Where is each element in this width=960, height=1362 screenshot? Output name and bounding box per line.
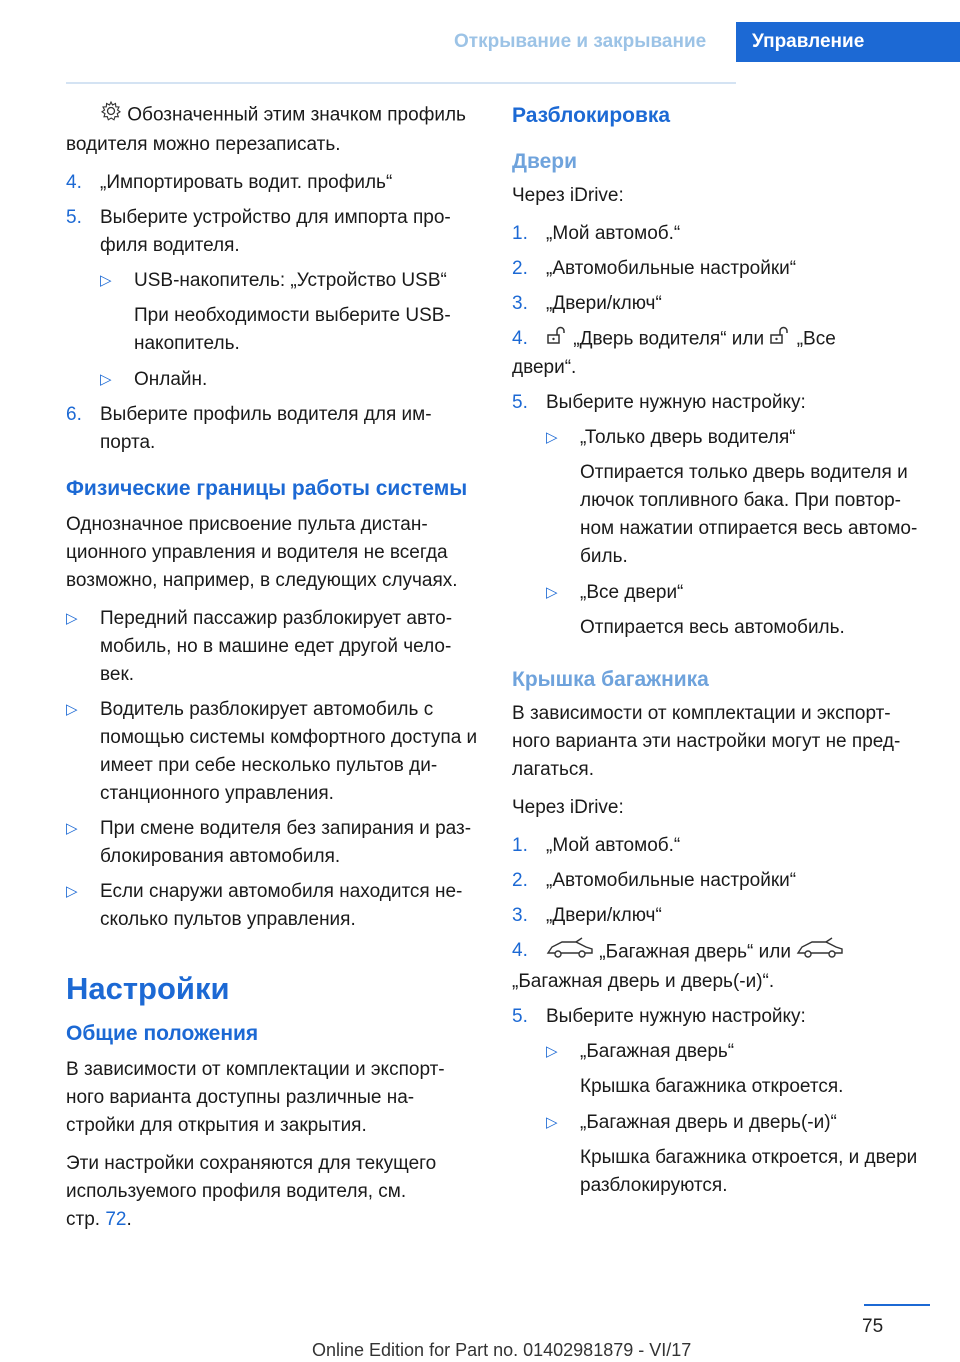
edition-footer: Online Edition for Part no. 01402981879 - VI/17	[312, 1340, 692, 1360]
option-text: „Багажная дверь и дверь(-и)“	[580, 1112, 837, 1133]
trunk-option	[546, 1038, 928, 1066]
step-text: Выберите нужную настройку:	[546, 1006, 806, 1027]
step-text: „Дверь водителя“ или	[573, 328, 765, 350]
door-step-2	[512, 255, 928, 283]
limit-item	[66, 696, 480, 808]
step-text: Выберите устройство для импорта про-филя водителя.	[100, 207, 451, 256]
step-number: 3.	[512, 905, 528, 926]
page-ref-prefix: стр.	[66, 1209, 101, 1230]
step-4	[66, 169, 480, 197]
limit-text: Передний пассажир разблокирует авто-мобиль, но в машине едет другой чело-век.	[100, 608, 453, 685]
trunk-step-5	[512, 1003, 928, 1031]
step-text: „Импортировать водит. профиль“	[100, 172, 393, 193]
option-online	[100, 366, 480, 394]
step-6	[66, 401, 480, 457]
option-text: „Багажная дверь“	[580, 1041, 735, 1062]
car-trunk-doors-icon	[796, 937, 844, 968]
triangle-bullet-icon: ▷	[546, 429, 558, 446]
intro-line-2: водителя можно перезаписать.	[66, 134, 341, 155]
page-number: 75	[862, 1316, 884, 1337]
step-5-options	[100, 267, 480, 394]
triangle-bullet-icon: ▷	[66, 701, 78, 718]
limits-text: Однозначное присвоение пульта дистан-ционного управления и водителя не всегда возможно, например, в следующих случаях.	[66, 514, 458, 591]
unlock-all-doors-icon	[769, 325, 791, 354]
step-number: 2.	[512, 258, 528, 279]
section-title: Открывание и закрывание	[454, 31, 707, 52]
step-text: „Автомобильные настройки“	[546, 258, 797, 279]
trunk-option	[546, 1109, 928, 1137]
triangle-bullet-icon: ▷	[100, 371, 112, 388]
door-step-4	[512, 325, 928, 382]
step-text: „Мой автомоб.“	[546, 835, 681, 856]
door-step-3	[512, 290, 928, 318]
option-text: „Только дверь водителя“	[580, 427, 796, 448]
step-text: „Багажная дверь“ или	[599, 941, 791, 963]
limit-text: Если снаружи автомобиля находится не-сколько пультов управления.	[100, 881, 463, 930]
option-description: Отпирается весь автомобиль.	[580, 617, 845, 638]
heading-general: Общие положения	[66, 1022, 259, 1045]
header-rule	[66, 82, 736, 84]
option-text: Онлайн.	[134, 369, 208, 390]
step-number: 4.	[512, 940, 528, 961]
step-text: Выберите нужную настройку:	[546, 392, 806, 413]
option-description: Крышка багажника откроется, и двери разблокируются.	[580, 1147, 918, 1196]
general-text-2-body: Эти настройки сохраняются для текущего используемого профиля водителя, см.	[66, 1153, 437, 1202]
option-text: USB-накопитель: „Устройство USB“	[134, 270, 447, 291]
step-text: „Все	[796, 328, 836, 350]
step-number: 6.	[66, 404, 82, 425]
door-options	[546, 424, 928, 642]
triangle-bullet-icon: ▷	[66, 820, 78, 837]
trunk-step-3	[512, 902, 928, 930]
step-text: „Автомобильные настройки“	[546, 870, 797, 891]
option-usb	[100, 267, 480, 295]
trunk-text: В зависимости от комплектации и экспорт-ного варианта эти настройки могут не пред-лагаться.	[512, 703, 901, 780]
triangle-bullet-icon: ▷	[66, 610, 78, 627]
unlock-driver-door-icon	[546, 325, 568, 354]
step-number: 3.	[512, 293, 528, 314]
page-ref-end: .	[126, 1209, 132, 1230]
intro-note	[66, 100, 480, 159]
general-text-2	[66, 1150, 480, 1234]
step-number: 1.	[512, 223, 528, 244]
page-ref-link[interactable]: 72	[105, 1209, 127, 1230]
triangle-bullet-icon: ▷	[66, 883, 78, 900]
step-number: 1.	[512, 835, 528, 856]
door-step-5	[512, 389, 928, 417]
via-idrive-2: Через iDrive:	[512, 797, 624, 818]
step-number: 5.	[66, 207, 82, 228]
option-description: Крышка багажника откроется.	[580, 1076, 844, 1097]
heading-settings: Настройки	[66, 971, 230, 1006]
limit-item	[66, 815, 480, 871]
heading-trunk: Крышка багажника	[512, 668, 709, 691]
option-text: „Все двери“	[580, 582, 684, 603]
door-step-1	[512, 220, 928, 248]
triangle-bullet-icon: ▷	[100, 272, 112, 289]
car-trunk-icon	[546, 937, 594, 968]
trunk-step-1	[512, 832, 928, 860]
trunk-options	[546, 1038, 928, 1200]
step-number: 2.	[512, 870, 528, 891]
step-text: „Мой автомоб.“	[546, 223, 681, 244]
limit-item	[66, 605, 480, 689]
triangle-bullet-icon: ▷	[546, 1043, 558, 1060]
step-number: 4.	[512, 328, 528, 349]
page-header	[0, 22, 960, 62]
trunk-step-4	[512, 937, 928, 996]
gear-icon	[100, 100, 122, 131]
option-description: Отпирается только дверь водителя и лючок топливного бака. При повтор-ном нажатии отпирается весь автомо-биль.	[580, 462, 918, 567]
footer-rule	[864, 1304, 930, 1306]
intro-line-1: Обозначенный этим значком профиль	[127, 104, 466, 126]
limit-item	[66, 878, 480, 934]
step-number: 5.	[512, 392, 528, 413]
door-option	[546, 579, 928, 607]
triangle-bullet-icon: ▷	[546, 584, 558, 601]
step-text: „Багажная дверь и дверь(-и)“.	[512, 971, 775, 992]
heading-system-limits: Физические границы работы системы	[66, 477, 468, 500]
left-column	[66, 100, 480, 1244]
step-text: двери“.	[512, 357, 577, 378]
step-text: Выберите профиль водителя для им-порта.	[100, 404, 432, 453]
step-text: „Двери/ключ“	[546, 293, 662, 314]
step-5	[66, 204, 480, 260]
door-option	[546, 424, 928, 452]
heading-doors: Двери	[512, 150, 578, 173]
limit-text: При смене водителя без запирания и раз-блокирования автомобиля.	[100, 818, 472, 867]
right-column	[512, 100, 928, 1208]
trunk-step-2	[512, 867, 928, 895]
step-text: „Двери/ключ“	[546, 905, 662, 926]
triangle-bullet-icon: ▷	[546, 1114, 558, 1131]
step-number: 5.	[512, 1006, 528, 1027]
step-number: 4.	[66, 172, 82, 193]
via-idrive: Через iDrive:	[512, 185, 624, 206]
heading-unlock: Разблокировка	[512, 104, 671, 127]
general-text-1: В зависимости от комплектации и экспорт-ного варианта доступны различные на-стройки для открытия и закрытия.	[66, 1059, 445, 1136]
chapter-tab: Управление	[736, 22, 960, 62]
option-description: При необходимости выберите USB-накопитель.	[134, 305, 451, 354]
limit-text: Водитель разблокирует автомобиль с помощью системы комфортного доступа и имеет при себе несколько пультов ди-станционного управления.	[100, 699, 478, 804]
